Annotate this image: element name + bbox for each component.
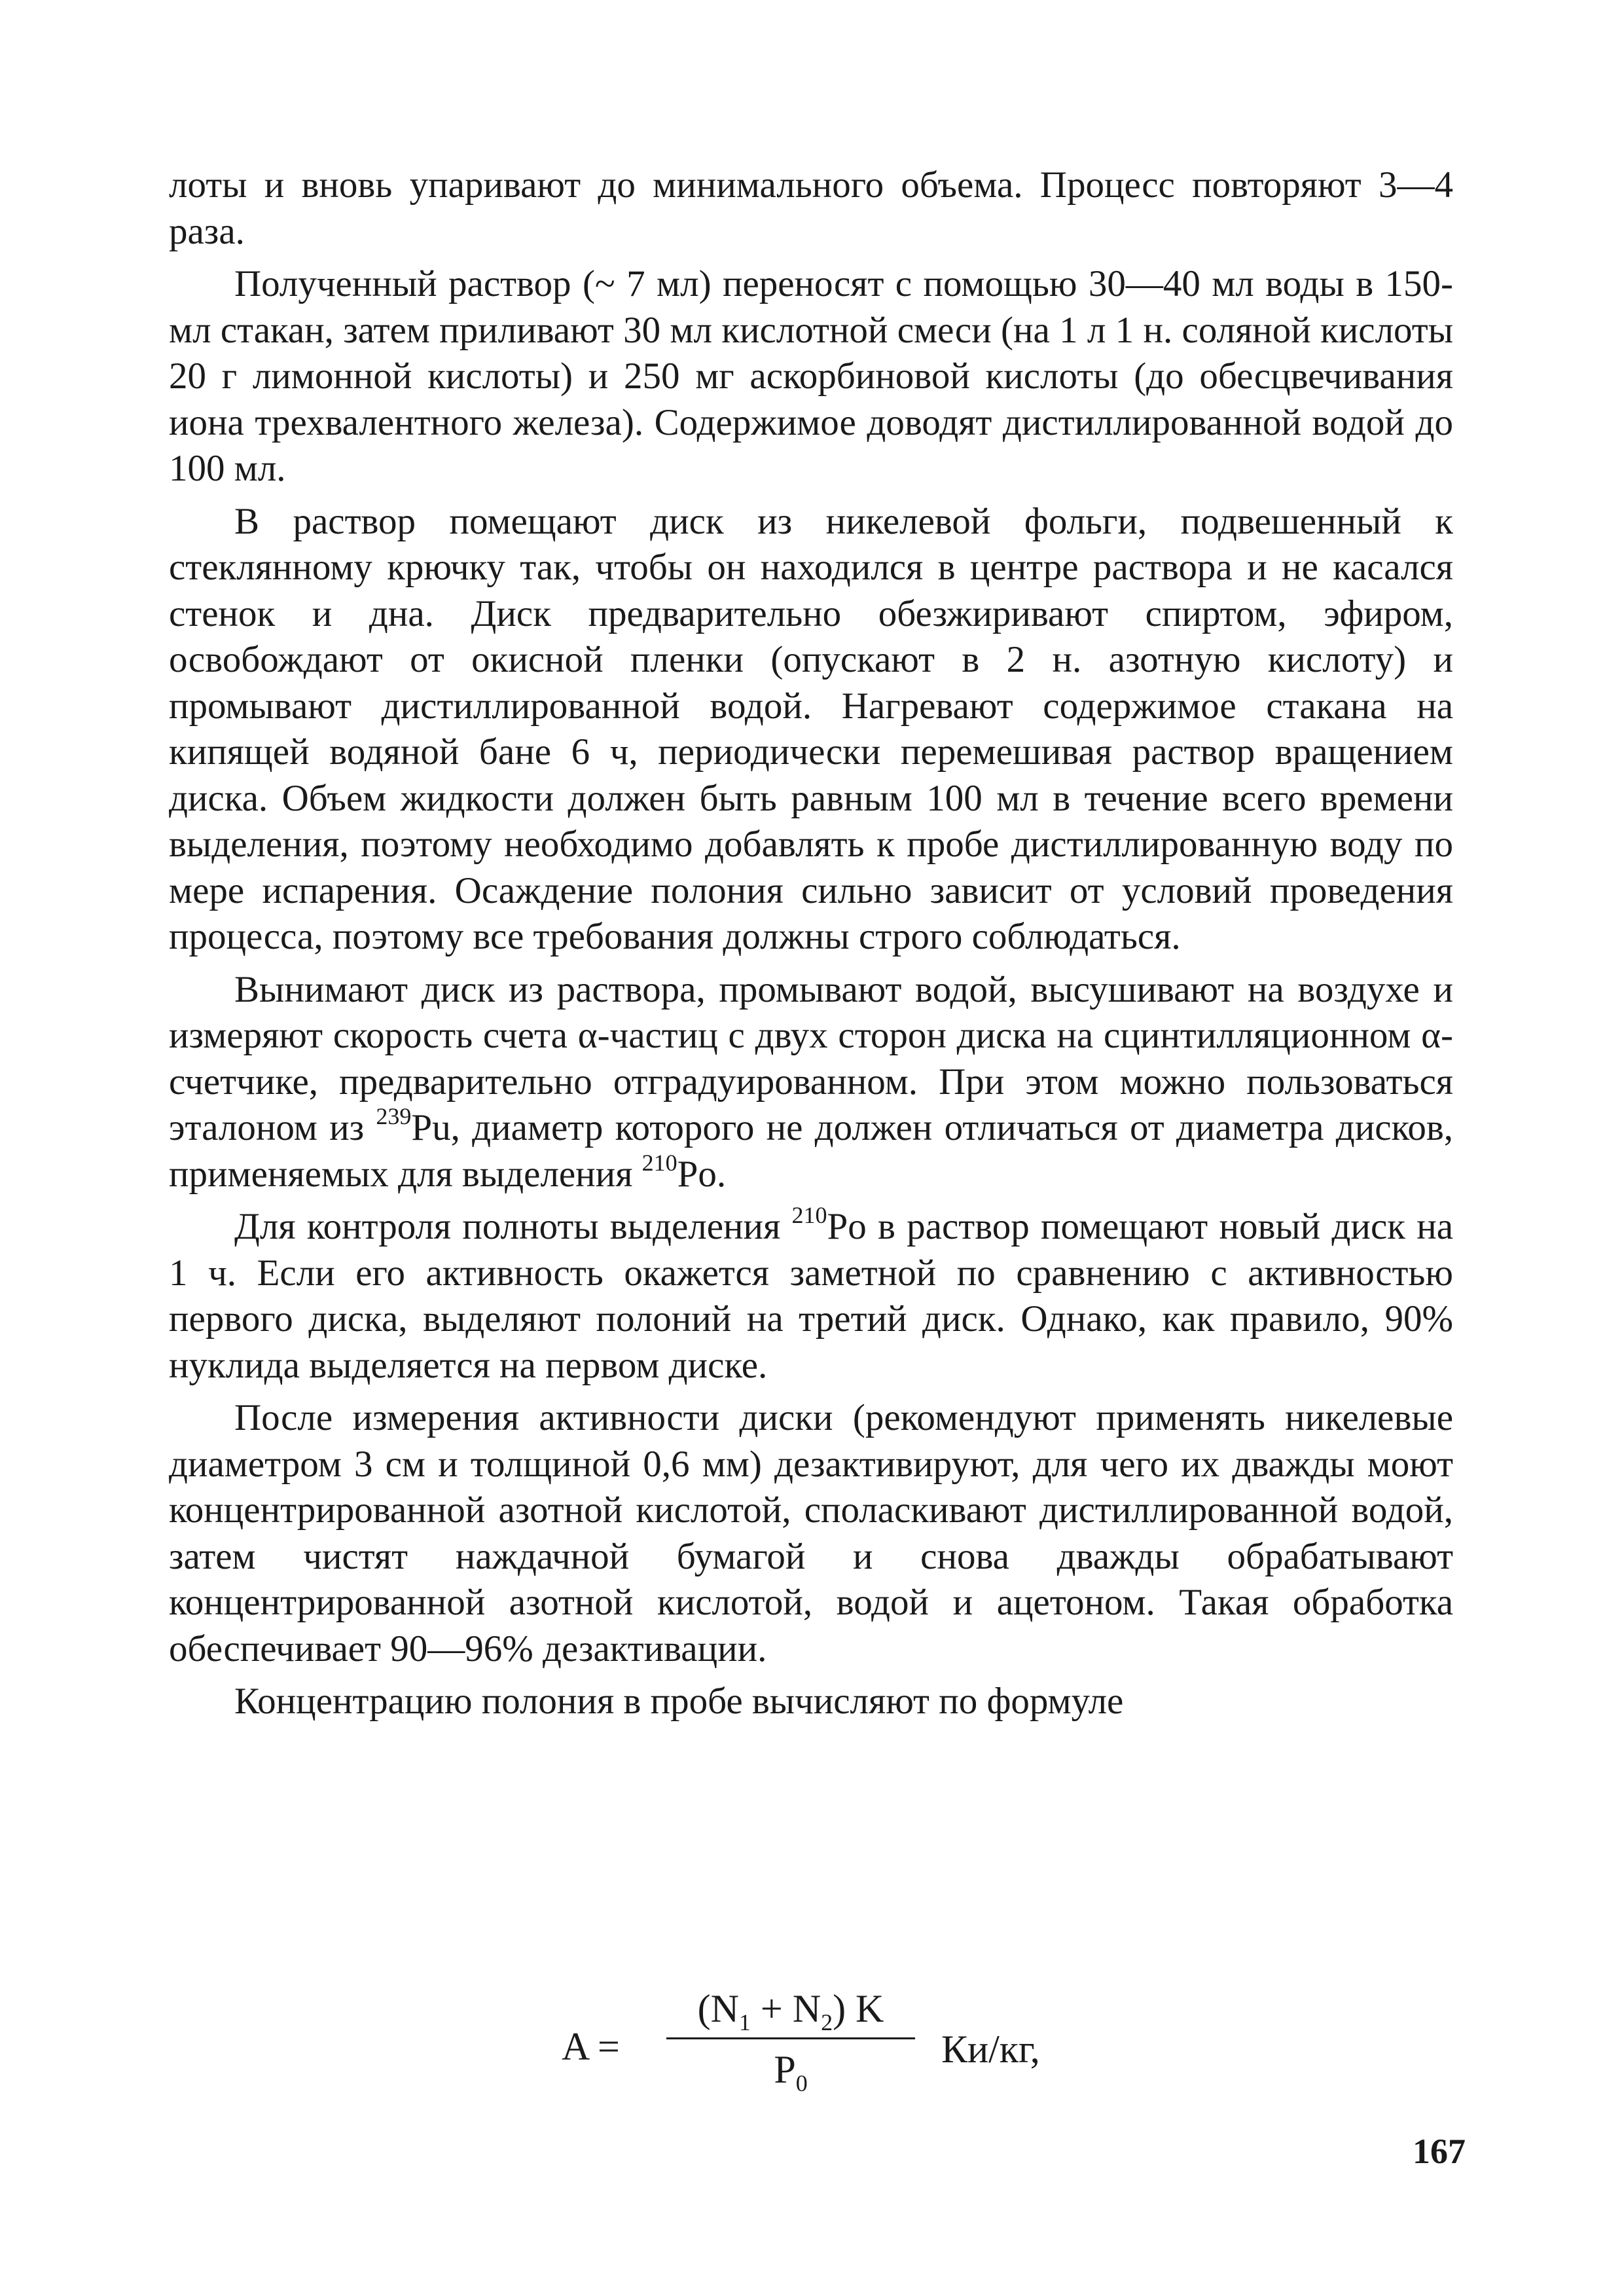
numerator-open: (N: [697, 1987, 739, 2030]
formula-numerator: [666, 1984, 915, 2033]
paragraph-3: В раствор помещают диск из никелевой фольги, подвешенный к стеклянному крючку так, чтобы он находился в центре раствора и не касался стенок и дна. Диск предварительно обезжиривают спиртом, эфиром, освобождают от окисной пленки (опускают в 2 н. азотную кислоту) и промывают дистиллированной водой. Нагревают содержимое стакана на кипящей водяной бане 6 ч, периодически перемешивая раствор вращением диска. Объем жидкости должен быть равным 100 мл в течение всего времени выделения, поэтому необходимо добавлять к пробе дистиллированную воду по мере испарения. Осаждение полония сильно зависит от условий проведения процесса, поэтому все требования должны строго соблюдаться.: [169, 500, 1453, 957]
formula-lhs: A =: [562, 2025, 620, 2068]
page-number: 167: [1413, 2132, 1466, 2171]
isotope-mass-po: 210: [791, 1202, 827, 1228]
isotope-mass-po: 210: [641, 1149, 677, 1176]
formula-fraction: [666, 1984, 915, 2094]
paragraph-2: Полученный раствор (~ 7 мл) переносят с помощью 30—40 мл воды в 150-мл стакан, затем приливают 30 мл кислотной смеси (на 1 л 1 н. соляной кислоты 20 г лимонной кислоты) и 250 мг аскорбиновой кислоты (до обесцвечивания иона трехвалентного железа). Содержимое доводят дистиллированной водой до 100 мл.: [169, 263, 1453, 489]
page-body: [169, 162, 1453, 1725]
paragraph-4-part-2: Pu, диаметр которого не должен отличаться от диаметра дисков, применяемых для выделения: [169, 1107, 1453, 1195]
paragraph-5: [169, 1204, 1453, 1389]
numerator-sub-1: 1: [738, 2009, 751, 2035]
numerator-close: ) K: [833, 1987, 884, 2030]
paragraph-4-part-1: Вынимают диск из раствора, промывают водой, высушивают на воздухе и измеряют скорость счета α-частиц с двух сторон диска на сцинтилляционном α-счетчике, предварительно отградуированном. При этом можно пользоваться эталоном из: [169, 968, 1453, 1148]
numerator-sub-2: 2: [821, 2009, 833, 2035]
paragraph-5-part-1: Для контроля полноты выделения: [234, 1206, 792, 1247]
denominator-symbol: P: [774, 2048, 796, 2091]
paragraph-5-part-2: Po в раствор помещают новый диск на 1 ч. Если его активность окажется заметной по сравнению с активностью первого диска, выделяют полоний на третий диск. Однако, как правило, 90% нуклида выделяется на первом диске.: [169, 1206, 1453, 1386]
paragraph-6: После измерения активности диски (рекомендуют применять никелевые диаметром 3 см и толщиной 0,6 мм) дезактивируют, для чего их дважды моют концентрированной азотной кислотой, споласкивают дистиллированной водой, затем чистят наждачной бумагой и снова дважды обрабатывают концентрированной азотной кислотой, водой и ацетоном. Такая обработка обеспечивает 90—96% дезактивации.: [169, 1397, 1453, 1669]
denominator-sub: 0: [795, 2070, 808, 2096]
paragraph-7: Концентрацию полония в пробе вычисляют по формуле: [234, 1681, 1124, 1722]
paragraph-1: лоты и вновь упаривают до минимального объема. Процесс повторяют 3—4 раза.: [169, 164, 1453, 252]
numerator-plus: + N: [750, 1987, 821, 2030]
paragraph-4-part-3: Po.: [677, 1153, 727, 1195]
paragraph-4: [169, 967, 1453, 1198]
formula-unit: Ки/кг,: [941, 2028, 1040, 2071]
isotope-mass-pu: 239: [376, 1103, 412, 1129]
concentration-formula: [562, 1984, 1151, 2108]
fraction-bar: [666, 2037, 915, 2039]
formula-denominator: [666, 2045, 915, 2094]
